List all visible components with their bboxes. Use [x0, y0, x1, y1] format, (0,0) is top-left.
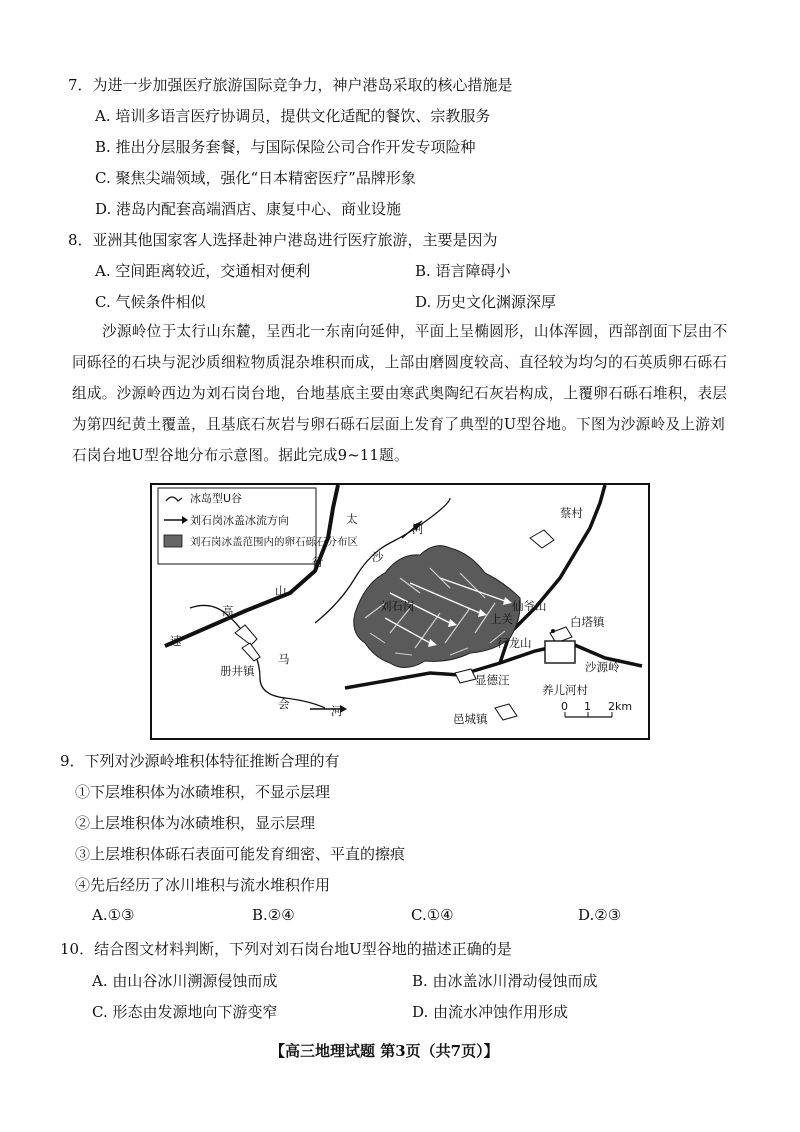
hw-char-3: 山 — [275, 584, 287, 598]
place-xinglongshan: 行龙山 — [497, 636, 532, 650]
q7-stem: 7．为进一步加强医疗旅游国际竞争力，神户港岛采取的核心措施是 — [68, 76, 513, 94]
hw-char-4: 高 — [222, 604, 234, 618]
q9-statement-2: ②上层堆积体为冰碛堆积，显示层理 — [75, 814, 316, 832]
q8-option-a: A. 空间距离较近，交通相对便利 — [95, 262, 311, 280]
legend-u-valley: 冰岛型U谷 — [190, 492, 243, 505]
shayuanling-marker — [545, 641, 575, 663]
q9-stem: 9．下列对沙源岭堆积体特征推断合理的有 — [60, 752, 340, 770]
scale-two: 2km — [608, 700, 633, 713]
place-baitazhen: 白塔镇 — [570, 615, 605, 629]
q9-option-a: A.①③ — [92, 906, 135, 924]
q10-option-d: D. 由流水冲蚀作用形成 — [412, 1003, 569, 1021]
q7-option-b: B. 推出分层服务套餐，与国际保险公司合作开发专项险种 — [95, 138, 476, 156]
scale-one: 1 — [584, 700, 591, 713]
q8-option-b: B. 语言障碍小 — [415, 262, 511, 280]
q10-option-b: B. 由冰盖冰川滑动侵蚀而成 — [412, 972, 598, 990]
q8-option-c: C. 气候条件相似 — [95, 293, 206, 311]
place-yichengzhen: 邑城镇 — [453, 712, 488, 726]
hw-char-1: 太 — [346, 512, 358, 526]
ma-he-char-1: 马 — [278, 652, 290, 666]
place-liushigang: 刘石岗 — [380, 599, 415, 613]
legend-gravel: 刘石岗冰盖范围内的卵石砾石分布区 — [190, 536, 358, 548]
scale-zero: 0 — [561, 700, 568, 713]
q7-option-a: A. 培训多语言医疗协调员，提供文化适配的餐饮、宗教服务 — [95, 107, 491, 125]
place-shayuanling: 沙源岭 — [585, 660, 620, 674]
reading-passage: 沙源岭位于太行山东麓，呈西北一东南向延伸，平面上呈椭圆形，山体浑圆，西部剖面下层由不同砾径的石块与泥沙质细粒物质混杂堆积而成，上部由磨圆度较高、直径较为均匀的石英质卵石砾石组成。沙源岭西边为刘石岗台地，台地基底主要由寒武奥陶纪石灰岩构成，上覆卵石砾石堆积，表层为第四纪黄土覆盖，且基底石灰岩与卵石砾石层面上发育了典型的U型谷地。下图为沙源岭及上游刘石岗台地U型谷地分布示意图。据此完成9~11题。 — [72, 323, 728, 464]
u-valley-map — [150, 483, 650, 740]
place-cejingzhen: 册井镇 — [220, 664, 255, 678]
place-xiandezhuang: 显德汪 — [475, 673, 510, 687]
sha-he-char-2: 沙 — [372, 550, 384, 564]
q10-stem: 10．结合图文材料判断，下列对刘石岗台地U型谷地的描述正确的是 — [60, 940, 512, 958]
place-yangerhecun: 养儿河村 — [542, 683, 588, 697]
q9-option-c: C.①④ — [411, 906, 454, 924]
q10-option-a: A. 由山谷冰川溯源侵蚀而成 — [92, 972, 278, 990]
q7-option-c: C. 聚焦尖端领域，强化“日本精密医疗”品牌形象 — [95, 169, 416, 187]
place-shangguan: 上关 — [490, 612, 513, 626]
place-xianyeshan: 仙爷山 — [512, 599, 547, 613]
q9-option-b: B.②④ — [252, 906, 295, 924]
sha-he-char-1: 河 — [412, 522, 424, 536]
page-footer: 【高三地理试题 第3页（共7页）】 — [270, 1042, 499, 1060]
q7-option-d: D. 港岛内配套高端酒店、康复中心、商业设施 — [95, 200, 402, 218]
q9-statement-3: ③上层堆积体砾石表面可能发育细密、平直的擦痕 — [75, 845, 406, 863]
place-caicun: 蔡村 — [560, 506, 583, 520]
ma-he-char-3: 河 — [331, 704, 343, 718]
q9-statement-4: ④先后经历了冰川堆积与流水堆积作用 — [75, 876, 331, 894]
hw-char-2: 行 — [312, 555, 324, 569]
gravel-legend-icon — [164, 535, 182, 547]
hw-char-5: 速 — [170, 634, 182, 648]
q9-statement-1: ①下层堆积体为冰碛堆积，不显示层理 — [75, 783, 331, 801]
q8-option-d: D. 历史文化渊源深厚 — [415, 293, 557, 311]
q8-stem: 8．亚洲其他国家客人选择赴神户港岛进行医疗旅游，主要是因为 — [68, 231, 498, 249]
legend-flow: 刘石岗冰盖冰流方向 — [190, 514, 289, 527]
q9-option-d: D.②③ — [578, 906, 622, 924]
q10-option-c: C. 形态由发源地向下游变窄 — [92, 1003, 278, 1021]
ma-he-char-2: 会 — [278, 697, 290, 711]
